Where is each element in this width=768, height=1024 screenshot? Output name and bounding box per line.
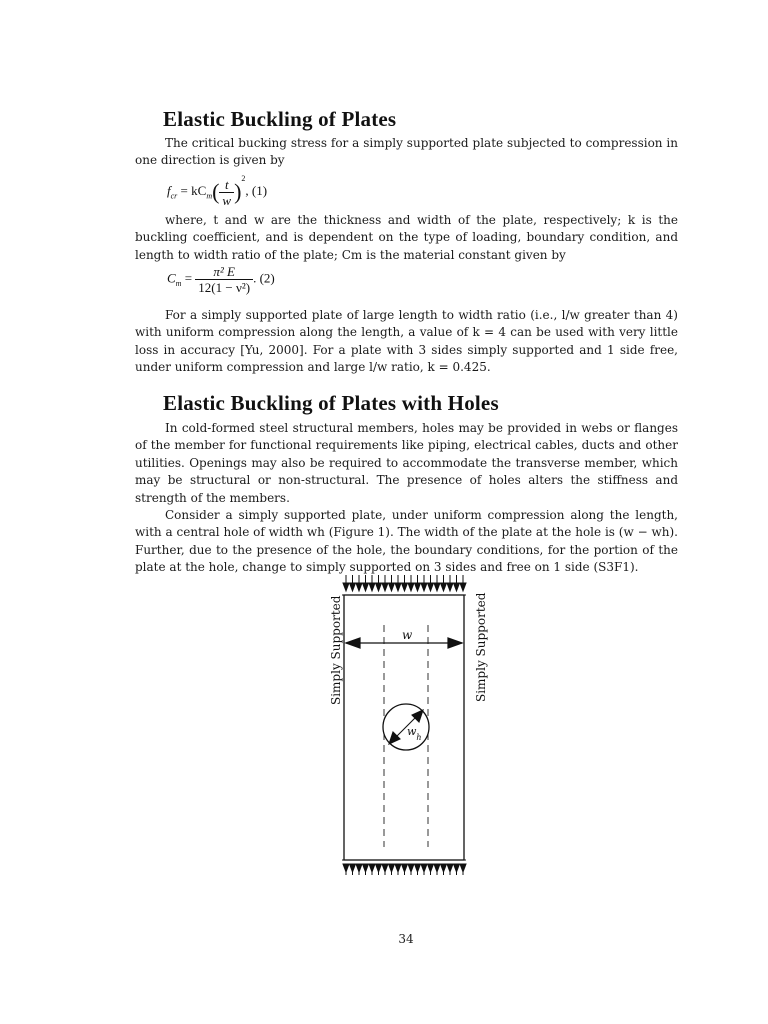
support-arrowhead [460,583,466,591]
support-arrowhead [460,864,466,872]
support-arrowhead [434,864,440,872]
support-arrowhead [447,864,453,872]
support-arrowhead [382,864,388,872]
eq1-denominator: w [222,192,232,208]
eq1-rhs-prefix: = kC [180,183,207,198]
support-arrowhead [402,864,408,872]
paragraph-intro: The critical bucking stress for a simply supported plate subjected to compression in one direction is given by [135,136,678,168]
support-arrowhead [369,864,375,872]
support-arrowhead [421,864,427,872]
top-support [342,575,466,595]
equation-1: $f_{cr} = kC_m$( $\frac{t}{w}$ )$^2$, (1) [167,174,268,208]
support-arrowhead [447,583,453,591]
support-arrowhead [402,583,408,591]
support-arrowhead [428,583,434,591]
support-arrowhead [356,583,362,591]
support-arrowhead [421,583,427,591]
support-arrowhead [382,583,388,591]
support-arrowhead [376,583,382,591]
eq1-numerator: t [219,177,234,193]
section-heading-plates-with-holes: Elastic Buckling of Plates with Holes [163,391,499,415]
support-arrowhead [363,864,369,872]
support-arrowhead [428,864,434,872]
support-arrowhead [395,864,401,872]
support-arrowhead [408,583,414,591]
support-arrowhead [454,583,460,591]
eq1-tag: , (1) [245,183,268,198]
support-arrowhead [441,864,447,872]
support-arrowhead [454,864,460,872]
right-support-label: Simply Supported [474,592,488,702]
width-label: w [402,628,413,642]
bottom-support [342,860,466,875]
eq1-fraction [219,177,234,208]
page-number: 34 [398,932,414,946]
paragraph-simply-supported: For a simply supported plate of large length to width ratio (i.e., l/w greater than 4) with uniform compression along the length, a value of k = 4 can be used with very little loss in accuracy [Yu, 2000]. For a plate with 3 sides simply supported and 1 side free, under uniform compression and large l/w ratio, k = 0.425. [135,308,678,375]
paragraph-where: where, t and w are the thickness and width of the plate, respectively; k is the buckling coefficient, and is dependent on the type of loading, boundary condition, and length to width ratio of the plate; Cm is the material constant given by [135,213,678,262]
support-arrowhead [415,864,421,872]
support-arrowhead [434,583,440,591]
eq1-lhs-sub: cr [170,191,178,201]
support-arrowhead [343,583,349,591]
eq1-lhs: f [167,183,171,198]
eq2-denominator: 12(1 − ν²) [198,280,251,295]
eq1-rhs-sub: m [206,191,213,201]
support-arrowhead [350,583,356,591]
support-arrowhead [363,583,369,591]
support-arrowhead [389,864,395,872]
support-arrowhead [369,583,375,591]
eq2-fraction [195,264,253,295]
eq2-lhs-sub: m [175,279,182,289]
hole-label-sub: h [416,733,422,742]
support-arrowhead [415,583,421,591]
support-arrowhead [356,864,362,872]
support-arrowhead [350,864,356,872]
support-arrowhead [343,864,349,872]
left-support-label: Simply Supported [329,595,343,705]
section-heading-elastic-buckling: Elastic Buckling of Plates [163,107,397,131]
eq2-tag: . (2) [253,270,275,286]
eq2-numerator: π² E [195,264,253,280]
figure-plate-with-hole [320,575,500,875]
paragraph-consider: Consider a simply supported plate, under uniform compression along the length, with a central hole of width wh (Figure 1). The width of the plate at the hole is (w − wh). Further, due to the presence of the hole, the boundary conditions, for the portion of the plate at the hole, change to simply supported on 3 sides and free on 1 side (S3F1). [135,508,678,575]
paragraph-cold-formed: In cold-formed steel structural members, holes may be provided in webs or flanges of the member for functional requirements like piping, electrical cables, ducts and other utilities. Openings may also be required to accommodate the transverse member, which may be structural or non-structural. The presence of holes alters the stiffness and strength of the members. [135,421,678,505]
support-arrowhead [441,583,447,591]
eq2-lhs: C [167,270,176,286]
support-arrowhead [389,583,395,591]
equation-2: $C_m$ = $\frac{\text{π² E}}{\text{12(1 − ν²)}}$ . (2) [167,264,275,295]
hole-label-main: w [407,725,417,738]
support-arrowhead [376,864,382,872]
support-arrowhead [408,864,414,872]
eq1-power: 2 [241,174,246,183]
support-arrowhead [395,583,401,591]
